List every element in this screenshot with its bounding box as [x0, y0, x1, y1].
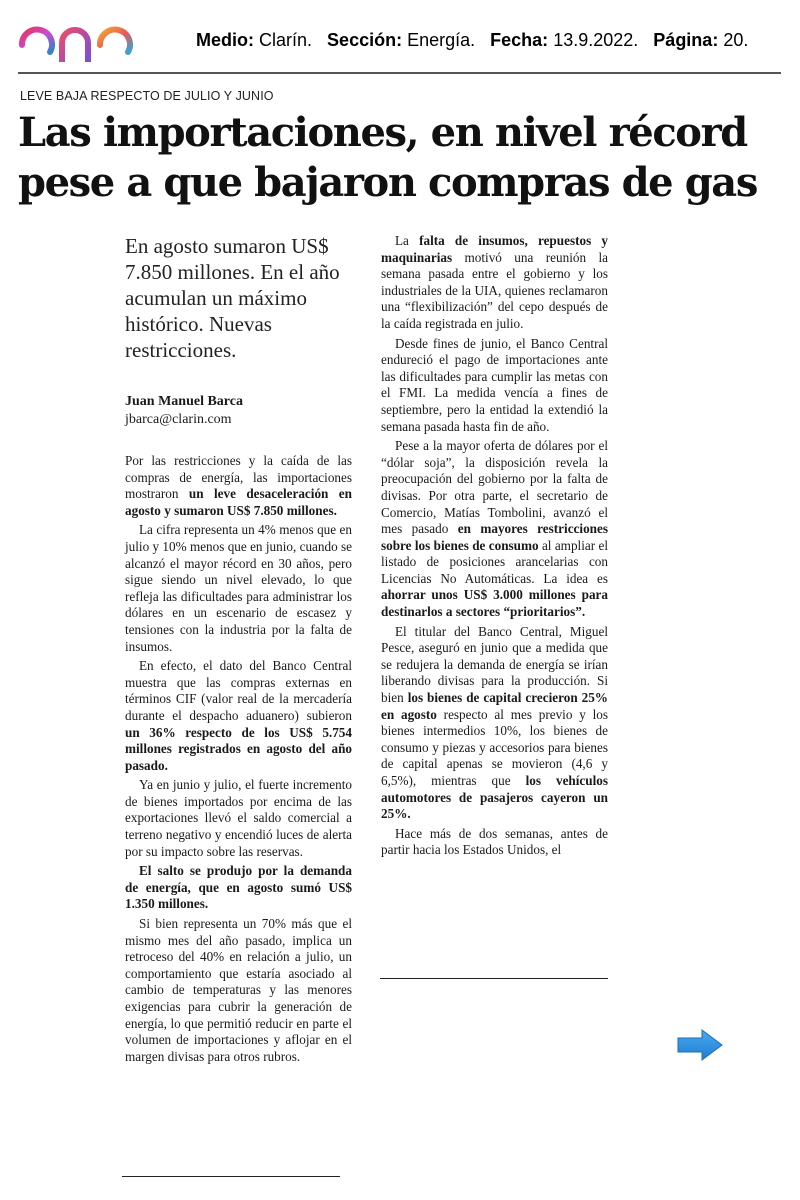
paragraph-4: Ya en junio y julio, el fuerte incremento de bienes importados por encima de las exportaciones llevó el saldo comercial a terreno negativo y encendió luces de alerta por su impacto sobre las reservas. [125, 777, 352, 859]
paragraph-10: El titular del Banco Central, Miguel Pesce, aseguró en junio que a medida que se redujera la demanda de energía se irían liberando divisas para la producción. Si bien los bienes de capital crecieron 25% en agosto respecto al mes previo y los bienes intermedios 10%, los bienes de consumo y piezas y accesorios para bienes de capital apenas se movieron (4,6 y 6,5%), mientras que los vehículos automotores de pasajeros cayeron un 25%. [381, 623, 608, 822]
medio-value: Clarín. [259, 30, 313, 50]
article-headline [18, 108, 788, 208]
paragraph-9: Pese a la mayor oferta de dólares por el “dólar soja”, la disposición revela la preocupación del gobierno por la falta de divisas. Por otra parte, el secretario de Comercio, Matías Tombolini, avanzó el mes pasado en mayores restricciones sobre los bienes de consumo al ampliar el listado de posiciones arancelarias con Licencias No Automáticas. La idea es ahorrar unos US$ 3.000 millones para destinarlos a sectores “prioritarios”. [381, 438, 608, 620]
column-1-end-rule [122, 1176, 340, 1177]
clipping-meta [196, 30, 748, 51]
paragraph-7: La falta de insumos, repuestos y maquinarias motivó una reunión la semana pasada entre el gobierno y los industriales de la UIA, quienes reclamaron una “flexibilización” del cepo después de la caída registrada en julio. [381, 233, 608, 331]
article-kicker: LEVE BAJA RESPECTO DE JULIO Y JUNIO [20, 89, 274, 103]
fecha-value: 13.9.2022. [553, 30, 639, 50]
enel-logo [14, 10, 168, 66]
paragraph-5: El salto se produjo por la demanda de energía, que en agosto sumó US$ 1.350 millones. [125, 863, 352, 912]
fecha-label: Fecha: [490, 30, 549, 50]
article-dek: En agosto sumaron US$ 7.850 millones. En el año acumulan un máximo histórico. Nuevas restricciones. [125, 234, 340, 362]
paragraph-8: Desde fines de junio, el Banco Central endureció el pago de importaciones ante las dificultades para cumplir las metas con el FMI. La medida vencía a fines de septiembre, pero la entidad la extendió la semana pasada hasta fin de año. [381, 335, 608, 434]
article-column-2 [381, 233, 608, 862]
pagina-label: Página: [653, 30, 719, 50]
headline-line-1: Las importaciones, en nivel récord [18, 109, 747, 156]
author-name: Juan Manuel Barca [125, 394, 243, 409]
header-divider [18, 72, 781, 74]
paragraph-6: Si bien representa un 70% más que el mismo mes del año pasado, implica un retroceso del 40% en relación a julio, un comportamiento que estaría asociado al cambio de temperaturas y las menores exigencias para cubrir la generación de energía, lo que permitió reducir en parte el volumen de importaciones y aflojar en el margen divisas para otros rubros. [125, 916, 352, 1064]
seccion-label: Sección: [327, 30, 403, 50]
paragraph-3: En efecto, el dato del Banco Central muestra que las compras externas en términos CIF (valor real de la mercadería durante el despacho aduanero) subieron un 36% respecto de los US$ 5.754 millones registrados en agosto del año pasado. [125, 658, 352, 773]
seccion-value: Energía. [407, 30, 476, 50]
clipping-header [0, 0, 800, 76]
paragraph-2: La cifra representa un 4% menos que en julio y 10% menos que en junio, cuando se alcanzó el mayor récord en 30 años, pero sigue siendo un nivel elevado, lo que refleja las dificultades para administrar los dólares en un escenario de escasez y tensiones con la industria por la falta de insumos. [125, 522, 352, 654]
headline-line-2: pese a que bajaron compras de gas [18, 159, 757, 206]
medio-label: Medio: [196, 30, 254, 50]
pagina-value: 20. [723, 30, 749, 50]
paragraph-1: Por las restricciones y la caída de las compras de energía, las importaciones mostraron un leve desaceleración en agosto y sumaron US$ 7.850 millones. [125, 453, 352, 518]
arrow-right-icon[interactable] [676, 1028, 724, 1062]
paragraph-11: Hace más de dos semanas, antes de partir hacia los Estados Unidos, el [381, 825, 608, 858]
author-email: jbarca@clarin.com [125, 412, 232, 427]
article-column-1 [125, 233, 352, 1068]
column-2-end-rule [380, 978, 608, 979]
